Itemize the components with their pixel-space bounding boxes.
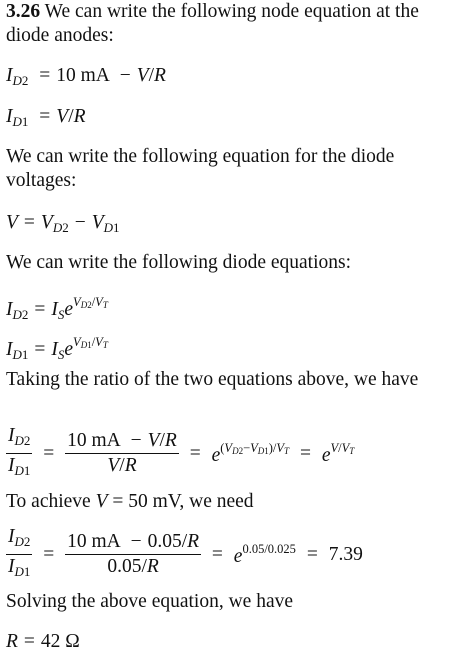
node-equation-2: $I_{D1} = V/R$ — [6, 106, 86, 129]
voltage-intro: We can write the following equation for the diode voltages: — [6, 146, 395, 191]
ratio-frac-currents: $\frac{I_{D2}}{I_{D1}}$ — [8, 425, 31, 478]
numeric-frac-currents: $\frac{I_{D2}}{I_{D1}}$ — [8, 526, 31, 579]
node-equation-1: $I_{D2} = 10$ mA − V/R — [6, 65, 166, 88]
numeric-equation: $\frac{I_{D2}}{I_{D1}}$ = $\frac{10 mA - 0.05/R}{0.05/R}$ = $e^{0.05/0.025} = 7.39$ — [6, 525, 363, 584]
ratio-frac-expression: $\frac{10 mA - V/R}{V/R}$ — [67, 430, 177, 476]
result: R = 42 Ω — [6, 631, 80, 652]
ratio-equation: $\frac{I_{D2}}{I_{D1}}$ = $\frac{10 mA - V/R}{V/R}$ = $e^{(VD2-VD1)/VT} = e^{V/VT}$ — [6, 424, 354, 483]
diode-intro: We can write the following diode equations: — [6, 252, 352, 273]
voltage-equation: $V = V_{D2} - V_{D1}$ — [6, 212, 120, 235]
intro-paragraph — [6, 0, 456, 48]
ratio-intro: Taking the ratio of the two equations above, we have — [6, 369, 419, 390]
problem-number: 3.26 — [6, 1, 41, 22]
achieve-intro: To achieve V = 50 mV, we need — [6, 491, 254, 512]
solve-intro: Solving the above equation, we have — [6, 591, 294, 612]
diode-equation-2: $I_{D1} = I_Se^{VD1/VT}$ — [6, 335, 108, 362]
numeric-frac-expression: $\frac{10 mA - 0.05/R}{0.05/R}$ — [67, 531, 200, 577]
intro-text: We can write the following node equation at the diode anodes: — [6, 1, 419, 46]
diode-equation-1: $I_{D2} = I_Se^{VD2/VT}$ — [6, 295, 108, 322]
